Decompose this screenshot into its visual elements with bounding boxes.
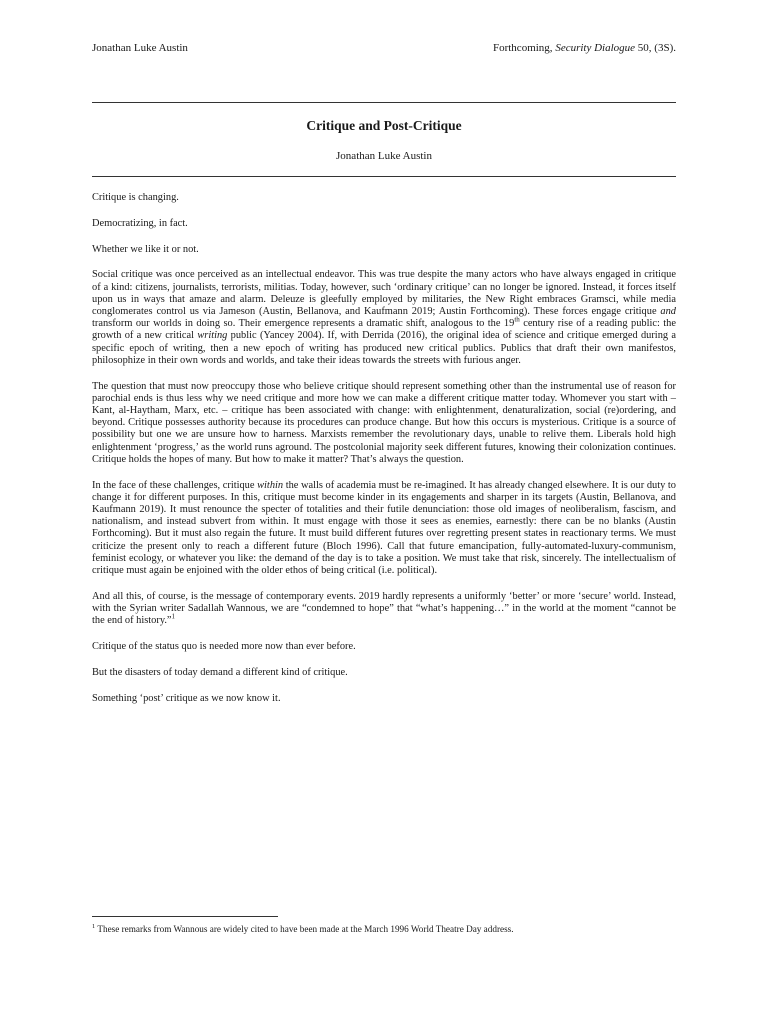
paragraph-3: Whether we like it or not. xyxy=(92,243,199,255)
p4-superscript: th xyxy=(514,315,520,324)
p4-text-f: public (Yancey 2004). If, with Derrida (2016), the original idea of science and critique emerged during a specific epoch of writing, then a new epoch of writing has produced new critical publics. Publics that draft their own manifestos, philosophize in their own words and worlds, and take their ideas towards the streets with furious anger. xyxy=(92,330,676,366)
footnote-rule xyxy=(92,916,278,917)
running-header xyxy=(92,42,676,54)
p4-emph-writing: writing xyxy=(197,330,228,342)
header-publication xyxy=(493,42,676,54)
p4-text-c: transform our worlds in doing so. Their emergence represents a dramatic shift, analogous to the 19 xyxy=(92,318,515,330)
paragraph-1: Critique is changing. xyxy=(92,192,179,203)
p6-text-c: the walls of academia must be re-imagined. It has already changed elsewhere. It is our duty to change it for different purposes. In this, critique must become kinder in its engagements and sharper in its targets (Austin, Bellanova, and Kaufmann 2019). It must renounce the specter of totalities and their futile denunciation: those old images of neoliberalism, fascism, and nationalism, and instead subvert from within. It must engage with those it sees as enemies, earnestly: there can be no blanks (Austin Forthcoming). But it must also regain the future. It must build different futures over regretting present states in reactionary terms. We must criticize the present only to reach a different future (Bloch 1996). Call that future emancipation, fully-automated-luxury-communism, feminist ecology, or whatever you like: the demand of the day is to take a position. We must take that risk, sincerely. The intellectualism of critique must again be enjoined with the older ethos of being critical (i.e. political). xyxy=(92,479,676,577)
p7-text: And all this, of course, is the message of contemporary events. 2019 hardly represents a uniformly ‘better’ or more ‘secure’ world. Instead, with the Syrian writer Sadallah Wannous, we are “condemned to hope” that “what’s happening…” in the world at the moment “cannot be the end of history.” xyxy=(92,590,676,627)
p6-emph-within: within xyxy=(257,479,284,491)
paper-title: Critique and Post-Critique xyxy=(306,118,462,133)
paper-body xyxy=(92,192,676,718)
paragraph-8: Critique of the status quo is needed more now than ever before. xyxy=(92,641,356,653)
footnote-text: These remarks from Wannous are widely cited to have been made at the March 1996 World Theatre Day address. xyxy=(95,924,514,934)
header-author: Jonathan Luke Austin xyxy=(92,42,188,54)
paragraph-2: Democratizing, in fact. xyxy=(92,217,188,229)
title-rule-top xyxy=(92,102,676,103)
paragraph-9: But the disasters of today demand a different kind of critique. xyxy=(92,666,348,678)
p6-text-a: In the face of these challenges, critique xyxy=(92,479,258,491)
paragraph-10: Something ‘post’ critique as we now know it. xyxy=(92,692,281,704)
footnote-number: 1 xyxy=(92,922,96,930)
paragraph-6 xyxy=(92,480,676,578)
p4-emph-and: and xyxy=(660,306,676,317)
paper-author: Jonathan Luke Austin xyxy=(336,150,432,162)
paragraph-4 xyxy=(92,269,676,367)
footnote-1 xyxy=(92,924,676,934)
header-suffix: 50, (3S). xyxy=(635,42,676,54)
header-prefix: Forthcoming, xyxy=(492,42,556,54)
paragraph-7 xyxy=(92,591,676,628)
header-journal: Security Dialogue xyxy=(555,42,636,54)
paragraph-5: The question that must now preoccupy those who believe critique should represent something other than the instrumental use of reason for parochial ends is thus less why we need critique and more how we can make a different critique matter today. Whomever you start with – Kant, al-Haytham, Marx, etc. – critique has been associated with change: with enlightenment, denaturalization, social (re)ordering, and beyond. Critique possesses authority because its procedures can produce change. But how this occurs is mysterious. Critique is a source of possibility but one we are unsure how to harness. Marxists remember the revolutionary days, unable to relive them. Liberals hold high enlightenment ‘progress,’ as the world runs aground. The postcolonial majority seek different futures, knowing their colonization continues. Critique holds the hopes of many. But how to make it matter? That’s always the question. xyxy=(92,380,676,465)
p4-text-d: century rise of a reading public: the growth of a new critical xyxy=(92,318,676,342)
footnote-ref-1[interactable]: 1 xyxy=(171,612,176,621)
p4-text-a: Social critique was once perceived as an intellectual endeavor. This was true despite the many actors who have always engaged in critique of a kind: citizens, journalists, terrorists, militias. Today, however, such ‘ordinary critique’ can no longer be ignored. Instead, it forces itself upon us in ways that amaze and alarm. Deleuze is gleefully employed by militaries, the New Right embraces Gramsci, while media conglomerates control us via Jameson (Austin, Bellanova, and Kaufmann 2019; Austin Forthcoming). These forces engage critique xyxy=(92,269,676,317)
title-rule-bottom xyxy=(92,176,676,177)
